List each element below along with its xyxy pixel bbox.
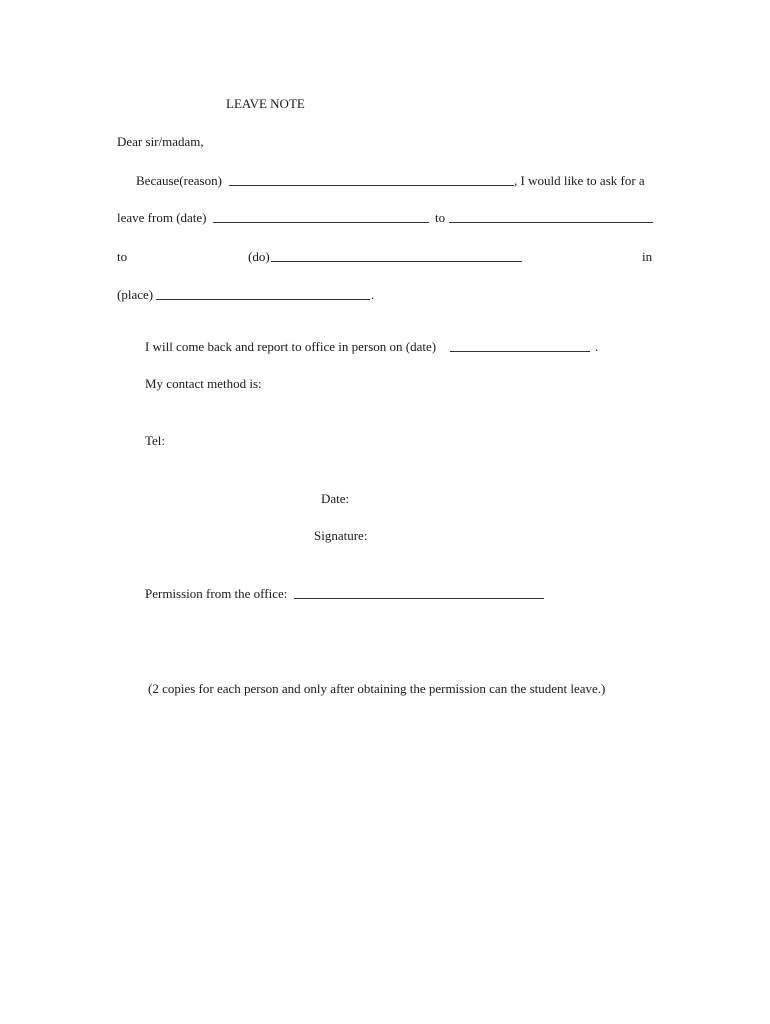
document-title: LEAVE NOTE	[226, 96, 305, 111]
place-end: .	[371, 287, 375, 302]
footnote: (2 copies for each person and only after obtaining the permission can the student leave.)	[148, 681, 606, 696]
date-label: Date:	[321, 491, 350, 506]
do-label: (do)	[248, 249, 270, 264]
return-end: .	[595, 339, 599, 354]
from-date-field[interactable]	[213, 210, 429, 227]
return-date-field[interactable]	[450, 339, 590, 356]
to-date-label: to	[435, 210, 446, 225]
place-label: (place)	[117, 287, 154, 302]
reason-suffix: , I would like to ask for a	[514, 173, 645, 188]
contact-label: My contact method is:	[145, 376, 262, 391]
to-date-field[interactable]	[449, 210, 653, 227]
tel-label: Tel:	[145, 433, 166, 448]
in-label: in	[642, 249, 653, 264]
reason-label: Because(reason)	[136, 173, 222, 188]
do-field[interactable]	[271, 249, 522, 266]
reason-field[interactable]	[229, 173, 514, 190]
from-date-label: leave from (date)	[117, 210, 207, 225]
permission-label: Permission from the office:	[145, 586, 288, 601]
to-label: to	[117, 249, 128, 264]
salutation: Dear sir/madam,	[117, 134, 204, 149]
return-text: I will come back and report to office in person on (date)	[145, 339, 437, 354]
permission-field[interactable]	[294, 586, 544, 603]
place-field[interactable]	[156, 287, 370, 304]
signature-label: Signature:	[314, 528, 368, 543]
